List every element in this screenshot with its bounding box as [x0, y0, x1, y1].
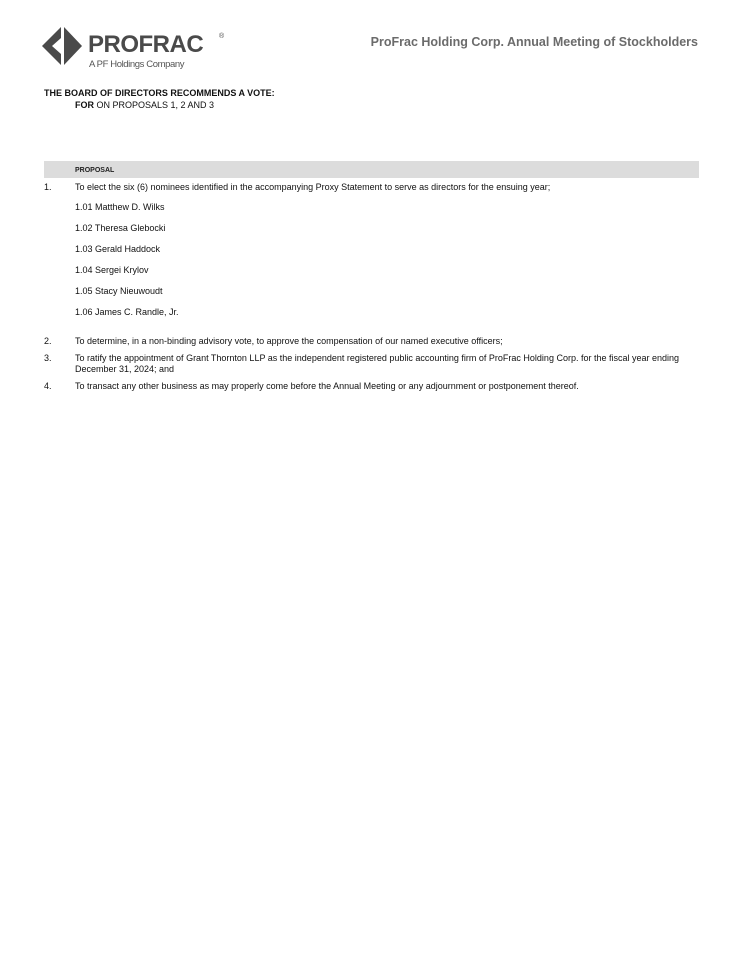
logo-registered-mark: ® — [219, 33, 225, 40]
proposal-number: 1. — [44, 182, 52, 192]
proposal-text: To elect the six (6) nominees identified in the accompanying Proxy Statement to serve as directors for the ensuing year; — [75, 182, 551, 192]
recommendation-for-word: FOR — [75, 100, 94, 110]
logo-wordmark: PROFRAC — [88, 31, 204, 58]
proposal-text: To transact any other business as may properly come before the Annual Meeting or any adjournment or postponement thereof. — [75, 381, 579, 391]
page-header — [0, 0, 742, 80]
profrac-logo — [42, 27, 242, 73]
meeting-title: ProFrac Holding Corp. Annual Meeting of Stockholders — [370, 35, 698, 49]
nominee-item: 1.02 Theresa Glebocki — [75, 223, 166, 233]
recommendation-for-rest: ON PROPOSALS 1, 2 AND 3 — [94, 100, 215, 110]
proposal-number: 4. — [44, 381, 52, 391]
nominee-item: 1.01 Matthew D. Wilks — [75, 202, 165, 212]
proposal-item-3 — [44, 353, 699, 375]
proposal-column-header: PROPOSAL — [75, 167, 115, 174]
proposal-item-2 — [44, 336, 699, 347]
nominee-item: 1.04 Sergei Krylov — [75, 265, 149, 275]
nominee-item: 1.05 Stacy Nieuwoudt — [75, 286, 163, 296]
proposal-item-1 — [44, 182, 699, 193]
logo-tagline: A PF Holdings Company — [89, 59, 185, 70]
proposal-item-4 — [44, 381, 699, 392]
proposal-list — [44, 182, 699, 392]
proposal-number: 2. — [44, 336, 52, 346]
recommendation-heading: THE BOARD OF DIRECTORS RECOMMENDS A VOTE: — [44, 88, 275, 98]
proposal-number: 3. — [44, 353, 52, 363]
board-recommendation — [44, 87, 275, 111]
nominee-item: 1.03 Gerald Haddock — [75, 244, 161, 254]
proposal-text: To ratify the appointment of Grant Thornton LLP as the independent registered public accounting firm of ProFrac Holding Corp. for the fiscal year ending December 31, 2024; and — [75, 353, 680, 374]
nominee-item: 1.06 James C. Randle, Jr. — [75, 307, 179, 317]
recommendation-line — [44, 99, 275, 111]
proposal-text: To determine, in a non-binding advisory vote, to approve the compensation of our named executive officers; — [75, 336, 503, 346]
profrac-diamond-icon — [42, 27, 82, 65]
proposal-header-bar — [44, 161, 699, 178]
nominee-list — [44, 202, 699, 328]
